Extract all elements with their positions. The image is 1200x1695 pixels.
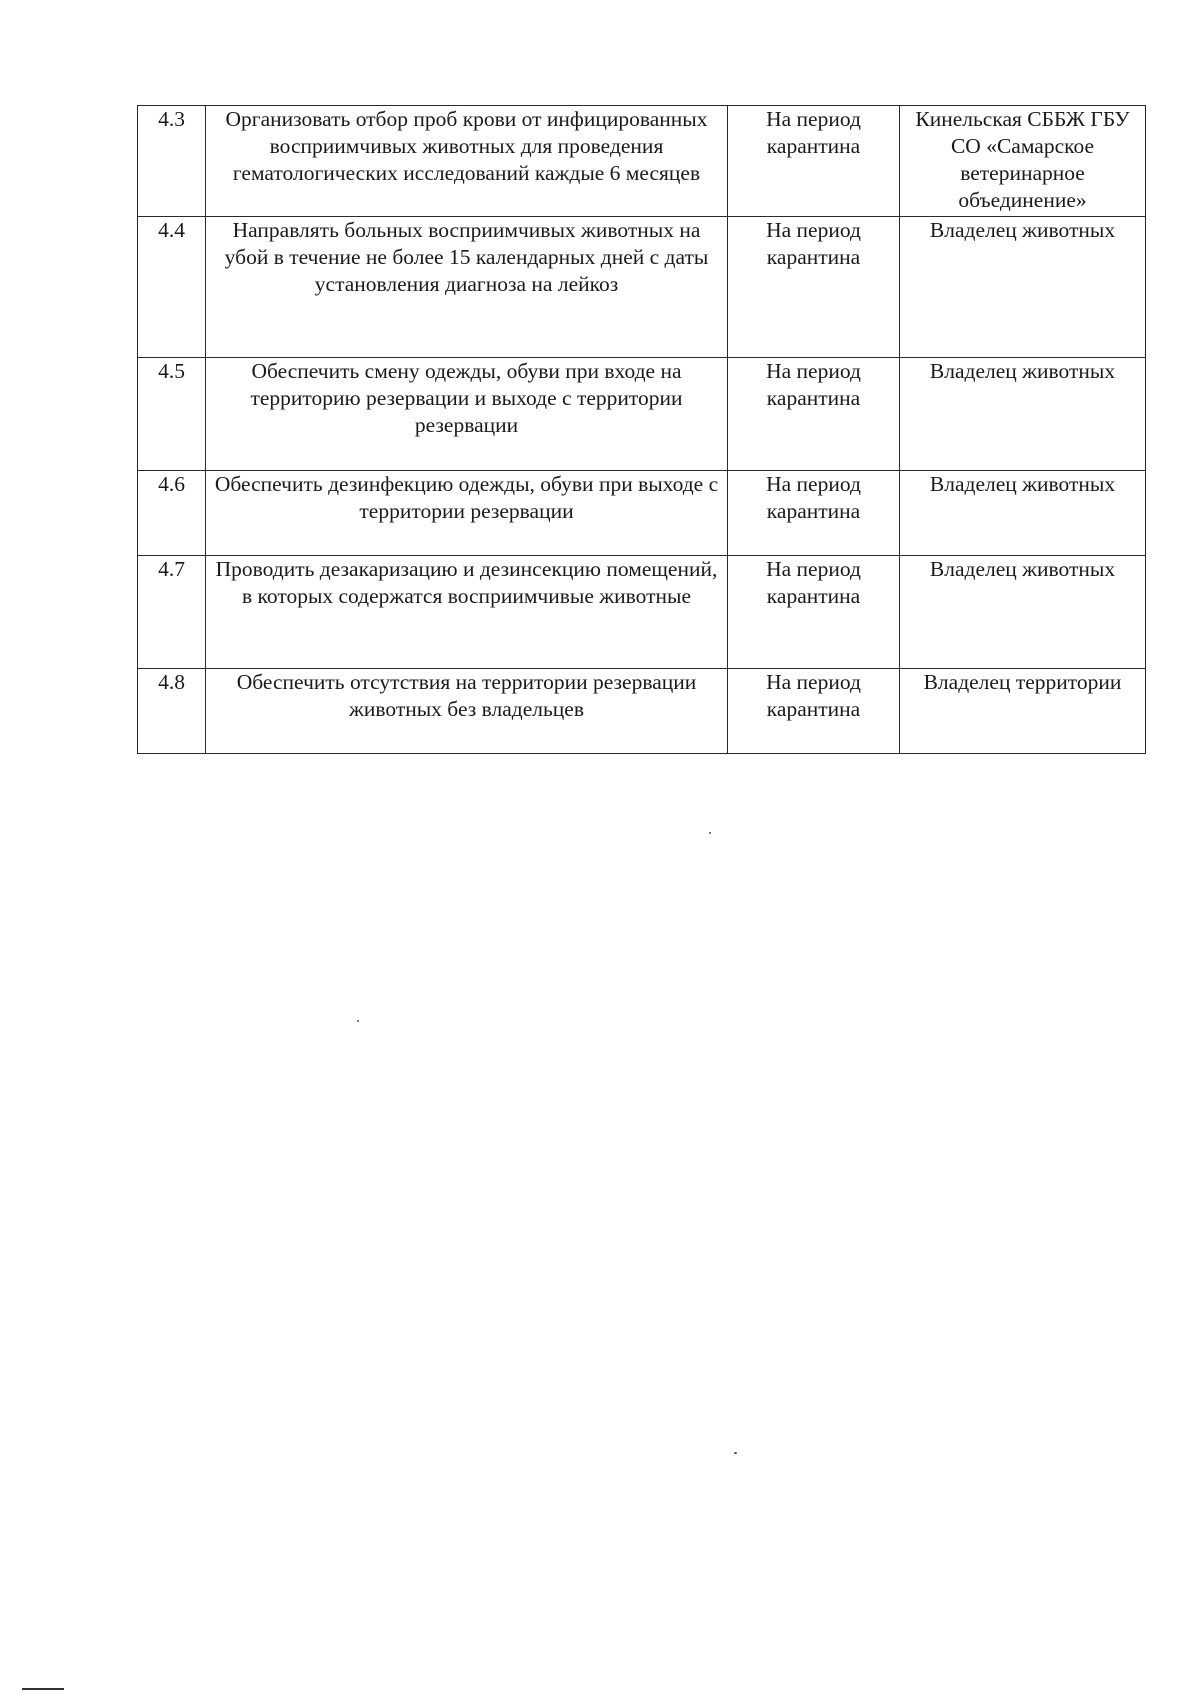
row-number: 4.8 — [138, 669, 206, 754]
row-number: 4.7 — [138, 556, 206, 669]
responsible-cell: Владелец животных — [900, 358, 1146, 471]
responsible-cell: Кинельская СББЖ ГБУ СО «Самарское ветеринарное объединение» — [900, 106, 1146, 217]
action-cell: Направлять больных восприимчивых животных на убой в течение не более 15 календарных дней с даты установления диагноза на лейкоз — [206, 217, 728, 358]
responsible-cell: Владелец животных — [900, 556, 1146, 669]
action-cell: Обеспечить дезинфекцию одежды, обуви при выходе с территории резервации — [206, 471, 728, 556]
action-cell: Обеспечить отсутствия на территории резервации животных без владельцев — [206, 669, 728, 754]
table-row — [138, 217, 1146, 358]
row-number: 4.5 — [138, 358, 206, 471]
term-cell: На период карантина — [728, 358, 900, 471]
measures-table — [137, 105, 1146, 754]
row-number: 4.3 — [138, 106, 206, 217]
responsible-cell: Владелец территории — [900, 669, 1146, 754]
term-cell: На период карантина — [728, 471, 900, 556]
table-row — [138, 556, 1146, 669]
responsible-cell: Владелец животных — [900, 471, 1146, 556]
scan-speck — [357, 1020, 359, 1022]
scan-speck — [709, 832, 711, 834]
table-row — [138, 106, 1146, 217]
row-number: 4.4 — [138, 217, 206, 358]
action-cell: Обеспечить смену одежды, обуви при входе на территорию резервации и выходе с территории резервации — [206, 358, 728, 471]
scan-speck — [734, 1452, 737, 1454]
term-cell: На период карантина — [728, 217, 900, 358]
table-row — [138, 669, 1146, 754]
row-number: 4.6 — [138, 471, 206, 556]
responsible-cell: Владелец животных — [900, 217, 1146, 358]
scan-edge-mark — [22, 1688, 64, 1690]
table-row — [138, 471, 1146, 556]
term-cell: На период карантина — [728, 669, 900, 754]
term-cell: На период карантина — [728, 556, 900, 669]
action-cell: Проводить дезакаризацию и дезинсекцию помещений, в которых содержатся восприимчивые животные — [206, 556, 728, 669]
term-cell: На период карантина — [728, 106, 900, 217]
table-row — [138, 358, 1146, 471]
action-cell: Организовать отбор проб крови от инфицированных восприимчивых животных для проведения гематологических исследований каждые 6 месяцев — [206, 106, 728, 217]
